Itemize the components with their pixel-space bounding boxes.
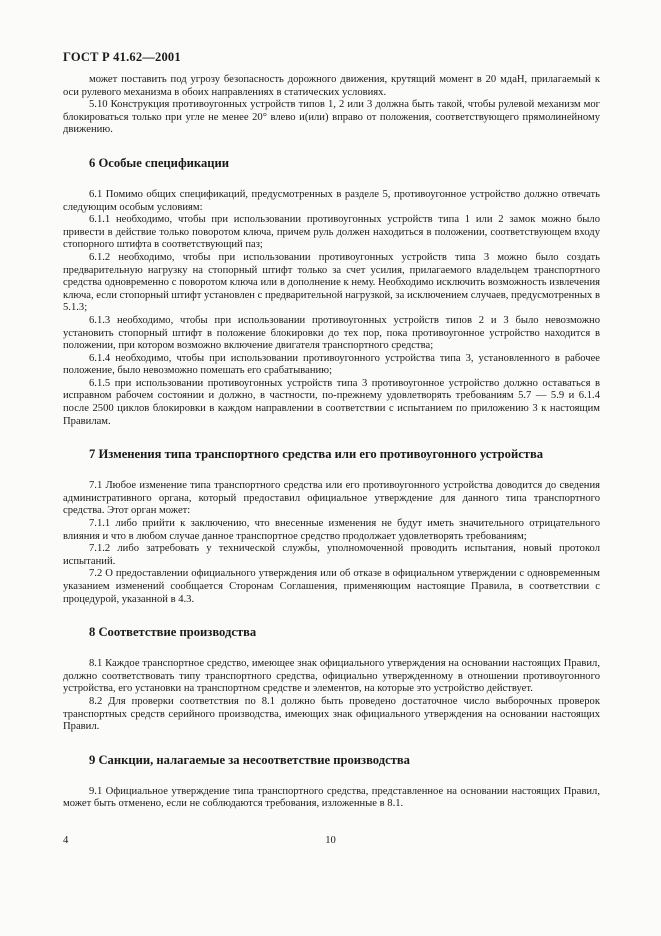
section-heading-7: 7 Изменения типа транспортного средства или его противоугонного устройства	[89, 447, 544, 462]
page-number-center: 10	[325, 835, 336, 846]
paragraph-7-1-1: 7.1.1 либо прийти к заключению, что внесенные изменения не будут иметь значительного отрицательного влияния и что в любом случае данное транспортное средство продолжает удовлетворять требованиям;	[63, 518, 600, 542]
paragraph-6-1-4: 6.1.4 необходимо, чтобы при использовании противоугонного устройства типа 3, установленного в рабочее положение, было невозможно помешать его срабатыванию;	[63, 352, 600, 377]
paragraph-8-1: 8.1 Каждое транспортное средство, имеющее знак официального утверждения на основании настоящих Правил, должно соответствовать типу транспортного средства, официально утвержденному в отношении противоугонного устройства, его установки на транспортном средстве и элементов, на которые это устройство действует.	[63, 658, 600, 695]
paragraph-6-1-2: 6.1.2 необходимо, чтобы при использовании противоугонных устройств типа 3 можно было создать предварительную нагрузку на стопорный штифт только за счет усилия, прилагаемого владельцем транспортного средства одновременно с поворотом ключа или в дополнение к нему. Необходимо исключить возможность извлечения ключа, если стопорный штифт установлен с предварительной нагрузкой, за исключением случаев, предусмотренных в 5.1.3;	[63, 251, 600, 314]
paragraph: может поставить под угрозу безопасность дорожного движения, крутящий момент в 20 мдаН, прилагаемый к оси рулевого механизма в обоих направлениях в статических условиях.	[63, 74, 600, 98]
paragraph-7-2: 7.2 О предоставлении официального утверждения или об отказе в официальном утверждении с одновременным указанием изменений сообщается Сторонам Соглашения, применяющим настоящие Правила, в соответствии с процедурой, указанной в 4.3.	[63, 568, 600, 605]
paragraph-6-1: 6.1 Помимо общих спецификаций, предусмотренных в разделе 5, противоугонное устройство должно отвечать следующим особым условиям:	[63, 188, 600, 213]
paragraph-7-1-2: 7.1.2 либо затребовать у технической службы, уполномоченной проводить испытания, новый протокол испытаний.	[63, 543, 600, 567]
paragraph-6-1-3: 6.1.3 необходимо, чтобы при использовании противоугонных устройств типов 2 и 3 было невозможно установить стопорный штифт в положение блокировки до тех пор, пока противоугонное устройство находится в положении, при котором возможно включение двигателя транспортного средства;	[63, 314, 600, 352]
paragraph-5-10: 5.10 Конструкция противоугонных устройств типов 1, 2 или 3 должна быть такой, чтобы рулевой механизм мог блокироваться только при угле не менее 20° влево и(или) вправо от положения, соответствующего прямолинейному движению.	[63, 99, 600, 136]
page-number-left: 4	[63, 835, 69, 846]
paragraph-8-2: 8.2 Для проверки соответствия по 8.1 должно быть проведено достаточное число выборочных проверок транспортных средств серийного производства, имеющих знак официального утверждения на основании настоящих Правил.	[63, 695, 600, 733]
section-heading-6: 6 Особые спецификации	[89, 155, 230, 170]
paragraph-6-1-5: 6.1.5 при использовании противоугонных устройств типа 3 противоугонное устройство должно оставаться в исправном рабочем состоянии и должно, в частности, по-прежнему удовлетворять требованиям 5.7 — 5.9 и 6.1.4 после 2500 циклов блокировки в каждом направлении в соответствии с испытанием по приложению 3 к настоящим Правилам.	[63, 377, 600, 427]
paragraph-9-1: 9.1 Официальное утверждение типа транспортного средства, представленное на основании настоящих Правил, может быть отменено, если не соблюдаются требования, изложенные в 8.1.	[63, 785, 600, 810]
paragraph-7-1: 7.1 Любое изменение типа транспортного средства или его противоугонного устройства доводится до сведения административного органа, который предоставил официальное утверждение для данного типа транспортного средства. Этот орган может:	[63, 480, 600, 517]
document-body	[63, 74, 600, 811]
section-heading-8: 8 Соответствие производства	[89, 625, 257, 640]
standard-header: ГОСТ Р 41.62—2001	[63, 50, 181, 64]
paragraph-6-1-1: 6.1.1 необходимо, чтобы при использовании противоугонных устройств типа 1 или 2 замок можно было привести в действие только поворотом ключа, причем руль должен находиться в положении, соответствующем входу стопорного штифта в соответствующий паз;	[63, 214, 600, 251]
section-heading-9: 9 Санкции, налагаемые за несоответствие производства	[89, 752, 410, 767]
